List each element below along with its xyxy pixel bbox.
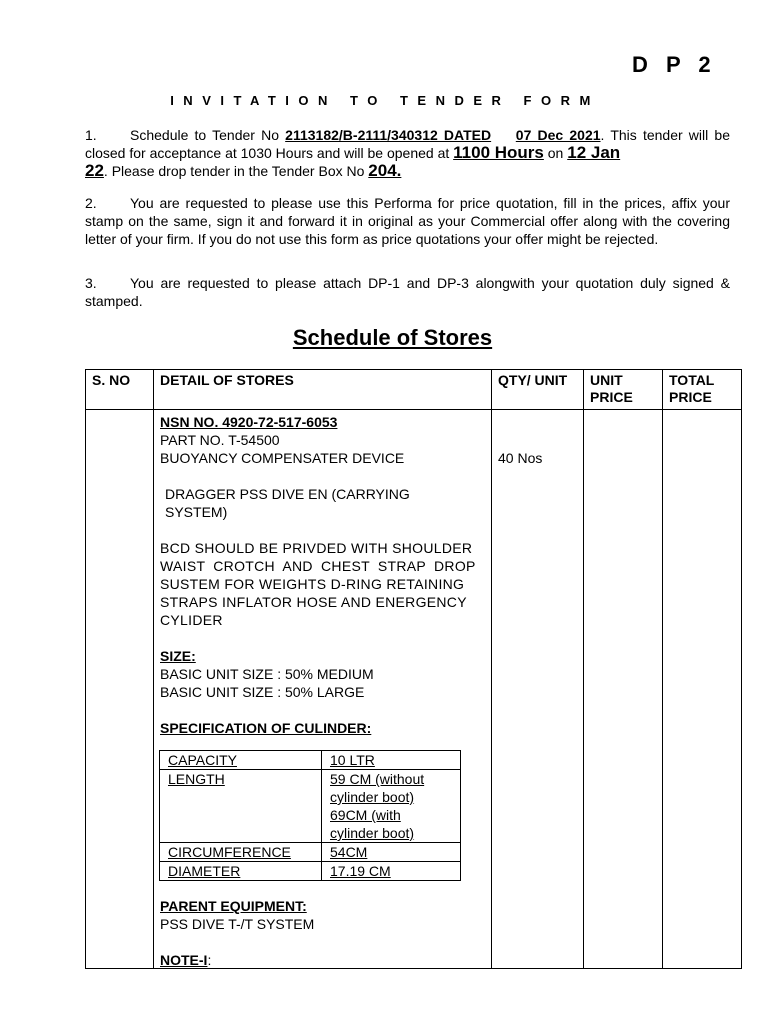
note-1: [160, 951, 488, 969]
col-line: [153, 369, 154, 969]
para-2-number: 2.: [85, 195, 97, 211]
spec-key: DIAMETER: [160, 862, 322, 881]
header-total-line1: TOTAL: [669, 372, 715, 388]
cylinder-spec-table: [159, 750, 461, 881]
header-unit-price: [590, 372, 633, 406]
header-sno: S. NO: [92, 372, 131, 388]
spec-value: 54CM: [322, 843, 461, 862]
tender-box-number: 204.: [368, 161, 402, 180]
col-line: [85, 369, 86, 969]
para-1-text: Schedule to Tender No: [130, 127, 286, 143]
col-line: [662, 369, 663, 969]
note-label: NOTE-I: [160, 952, 208, 968]
spec-row: [160, 751, 461, 770]
spec-row: [160, 843, 461, 862]
desc-line: WAIST CROTCH AND CHEST STRAP DROP: [160, 558, 476, 574]
spec-row: [160, 862, 461, 881]
para-1-text-4: . Please drop tender in the Tender Box No: [103, 163, 369, 179]
form-title: INVITATION TO TENDER FORM: [170, 93, 600, 108]
table-top-border: [85, 369, 742, 370]
size-label: SIZE:: [160, 648, 196, 664]
desc-line: CYLIDER: [160, 612, 223, 628]
carrying-line1: DRAGGER PSS DIVE EN (CARRYING: [165, 486, 410, 502]
paragraph-2: [85, 194, 730, 248]
para-3-number: 3.: [85, 275, 97, 291]
item-detail: [160, 413, 488, 737]
para-1-number: 1.: [85, 127, 97, 143]
para-1-text-3: on: [543, 145, 568, 161]
header-detail: DETAIL OF STORES: [160, 372, 294, 388]
header-total-line2: PRICE: [669, 389, 712, 405]
item-name: BUOYANCY COMPENSATER DEVICE: [160, 450, 405, 466]
desc-line: BCD SHOULD BE PRIVDED WITH SHOULDER: [160, 540, 473, 556]
parent-equipment: [160, 897, 488, 969]
spec-key: CAPACITY: [160, 751, 322, 770]
note-colon: :: [207, 952, 212, 968]
desc-line: STRAPS INFLATOR HOSE AND ENERGENCY: [160, 594, 467, 610]
opening-date: 12 Jan: [567, 143, 621, 162]
tender-date: 07 Dec 2021: [515, 127, 601, 143]
part-number: PART NO. T-54500: [160, 432, 280, 448]
para-1-text-2: . This tender will be closed for acceptance at 1030 Hours and will be opened at: [85, 127, 730, 161]
paragraph-1: [85, 126, 730, 180]
desc-line: SUSTEM FOR WEIGHTS D-RING RETAINING: [160, 576, 465, 592]
carrying-system: [160, 485, 488, 521]
header-qty: QTY/ UNIT: [498, 372, 568, 388]
spec-label: SPECIFICATION OF CULINDER:: [160, 720, 372, 736]
header-unit-line1: UNIT: [590, 372, 623, 388]
spec-row: [160, 770, 461, 843]
header-unit-line2: PRICE: [590, 389, 633, 405]
nsn-number: NSN NO. 4920-72-517-6053: [160, 414, 338, 430]
parent-label: PARENT EQUIPMENT:: [160, 898, 307, 914]
form-code: D P 2: [632, 52, 717, 77]
opening-time: 1100 Hours: [453, 143, 544, 162]
opening-date-year: 22: [85, 161, 104, 180]
spec-key: CIRCUMFERENCE: [160, 843, 322, 862]
para-3-text: You are requested to please attach DP-1 and DP-3 alongwith your quotation duly signed & stamped.: [85, 275, 730, 309]
schedule-title: Schedule of Stores: [292, 325, 493, 350]
size-line: BASIC UNIT SIZE : 50% LARGE: [160, 684, 365, 700]
size-line: BASIC UNIT SIZE : 50% MEDIUM: [160, 666, 374, 682]
spec-value: 10 LTR: [322, 751, 461, 770]
tender-number: 2113182/B-2111/340312 DATED: [285, 127, 492, 143]
item-quantity: 40 Nos: [498, 450, 543, 466]
para-2-text: You are requested to please use this Performa for price quotation, fill in the prices, affix your stamp on the same, sign it and forward it in original as your Commercial offer along with the covering letter of your firm. If you do not use this form as price quotations your offer might be rejected.: [85, 195, 730, 247]
col-line: [741, 369, 742, 969]
item-description: [160, 539, 488, 629]
carrying-line2: SYSTEM): [165, 504, 228, 520]
col-line: [491, 369, 492, 969]
header-total-price: [669, 372, 714, 406]
table-header-border: [85, 409, 742, 410]
parent-value: PSS DIVE T-/T SYSTEM: [160, 916, 315, 932]
spec-value: 17.19 CM: [322, 862, 461, 881]
spec-key: LENGTH: [160, 770, 322, 843]
paragraph-3: [85, 274, 730, 310]
spec-value: 59 CM (without cylinder boot) 69CM (with cylinder boot): [322, 770, 461, 843]
col-line: [583, 369, 584, 969]
